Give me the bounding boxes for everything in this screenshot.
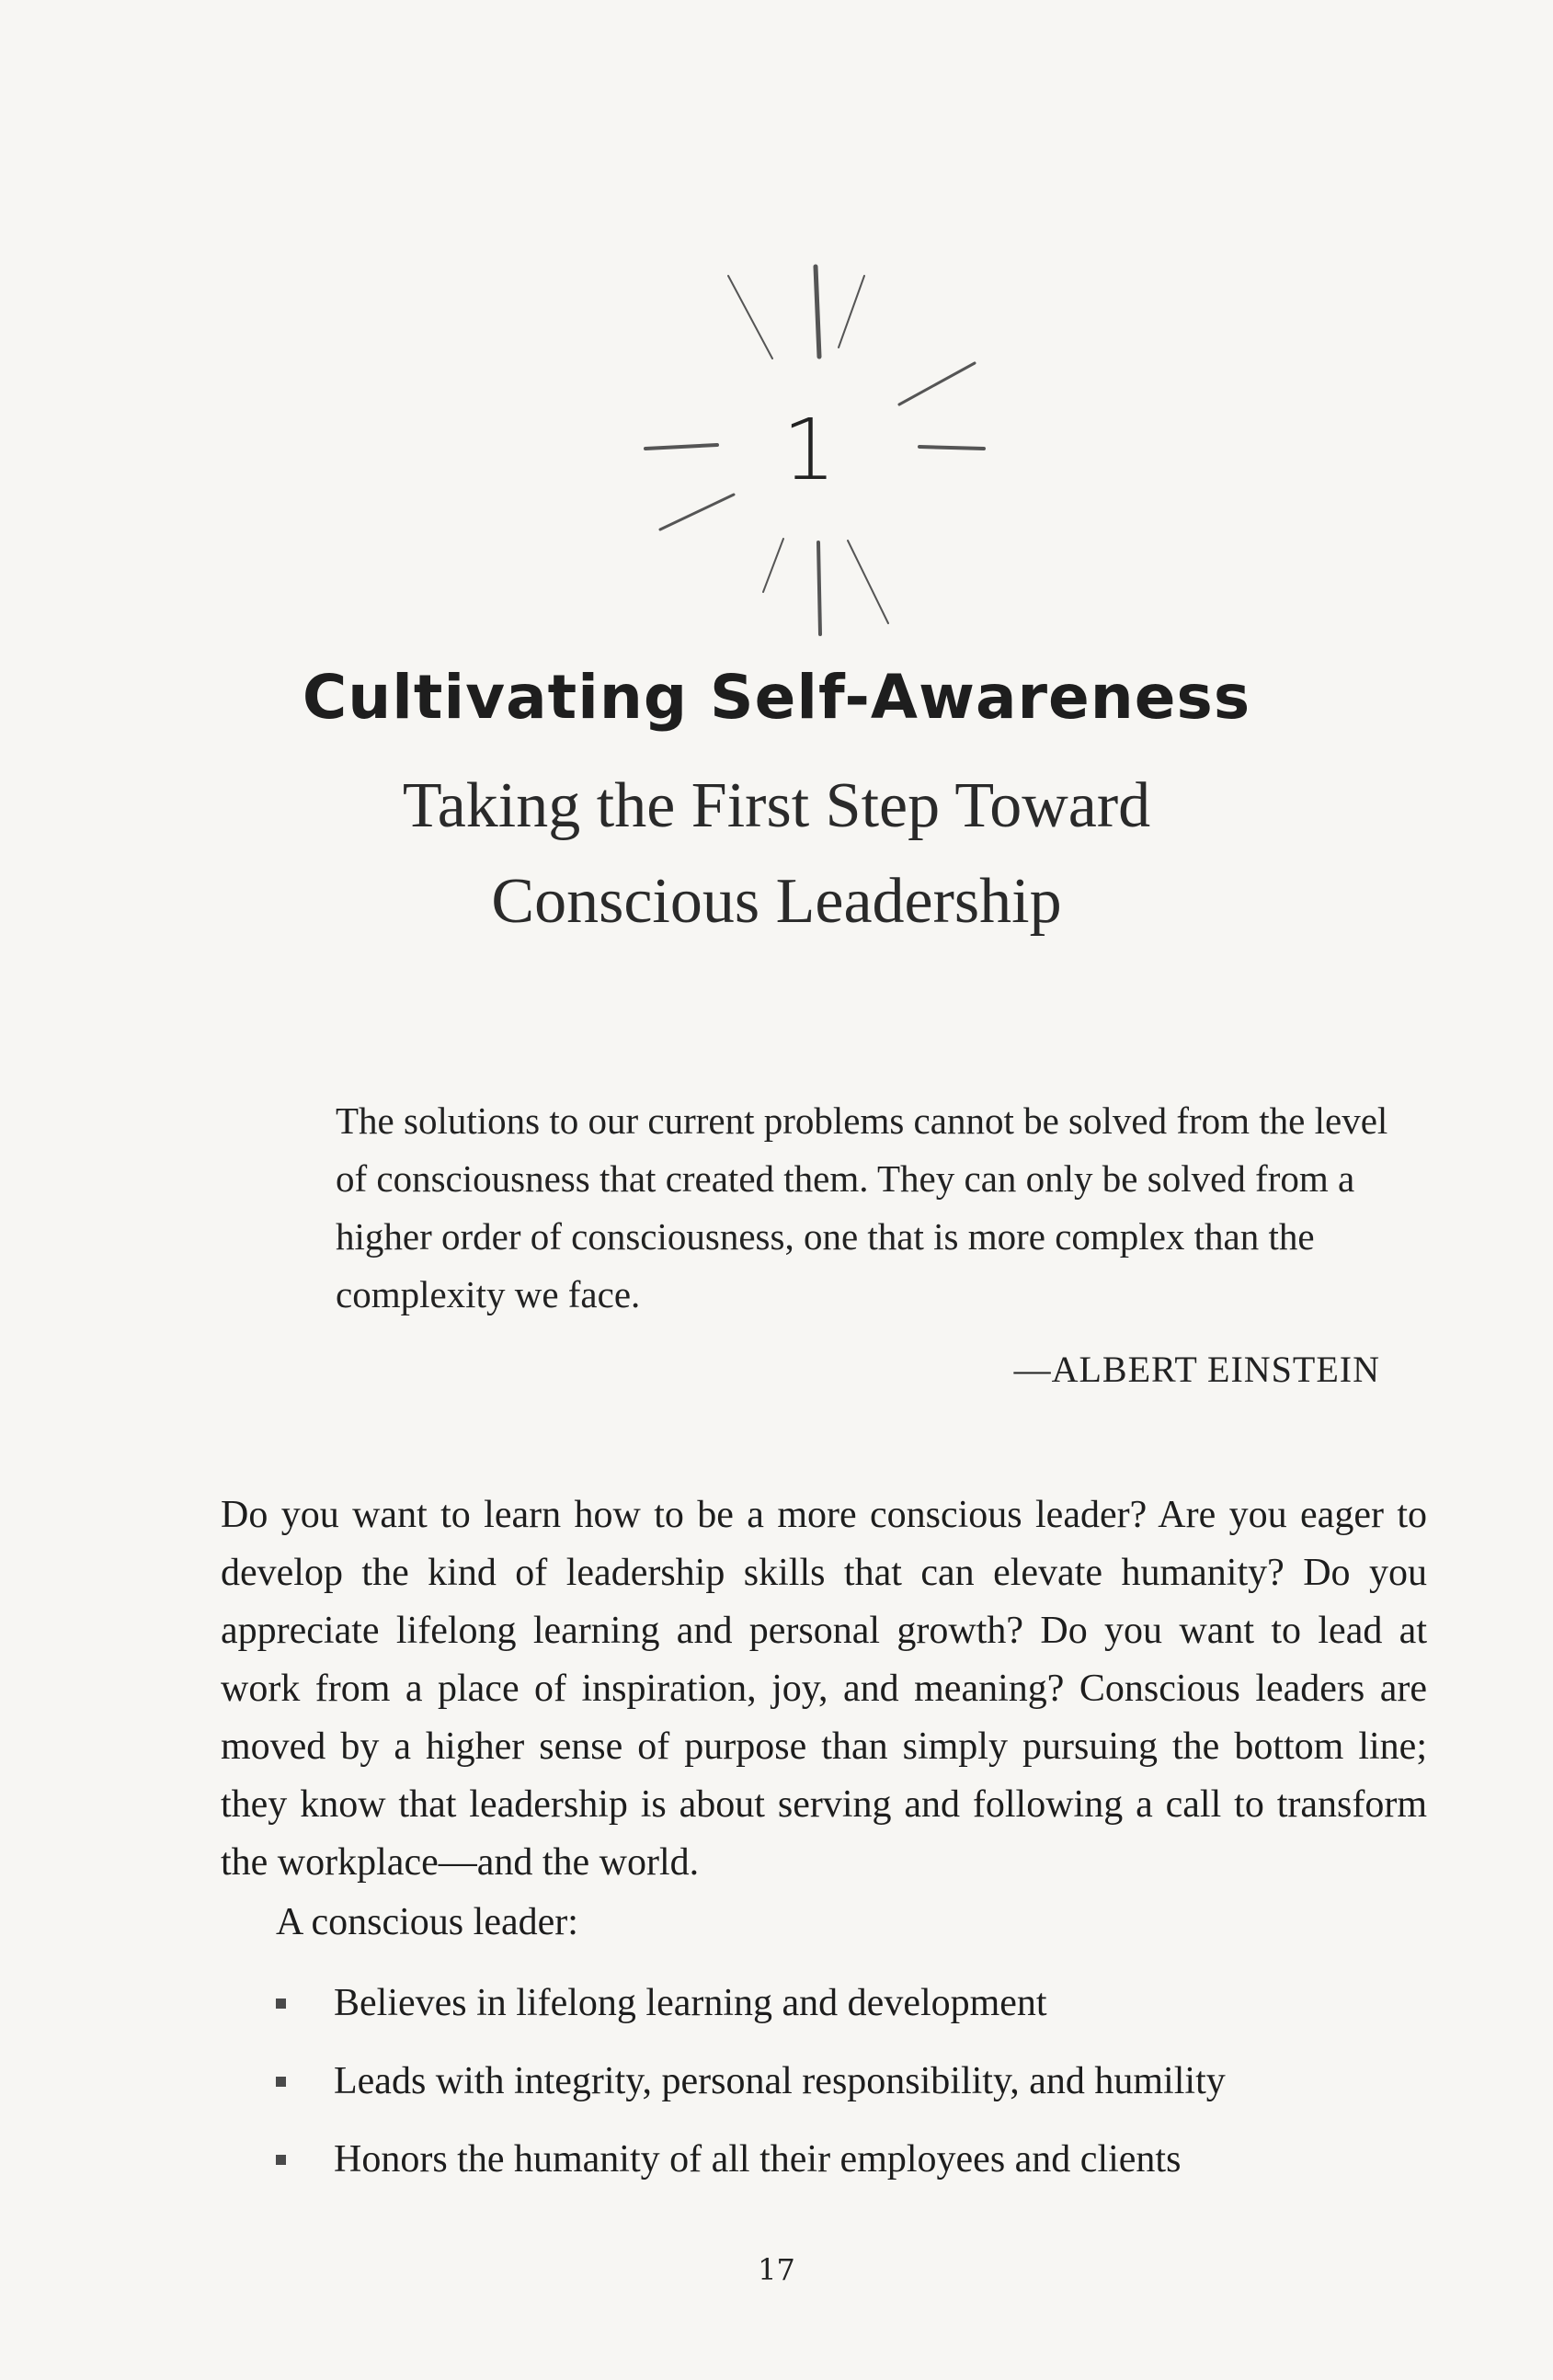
list-item-text: Honors the humanity of all their employees and clients bbox=[334, 2138, 1182, 2181]
chapter-subtitle bbox=[0, 758, 1553, 950]
chapter-title: Cultivating Self-Awareness bbox=[302, 662, 1251, 733]
chapter-number: 1 bbox=[782, 401, 837, 499]
page-number: 17 bbox=[758, 2252, 795, 2287]
epigraph-attribution: —ALBERT EINSTEIN bbox=[1013, 1349, 1380, 1390]
list-item bbox=[276, 2053, 1226, 2131]
list-item-text: Leads with integrity, personal responsibility, and humility bbox=[334, 2060, 1226, 2102]
epigraph-quote: The solutions to our current problems cannot be solved from the level of consciousness that created them. They can only be solved from a higher order of consciousness, one that is more complex than the complexity we face. bbox=[336, 1099, 1388, 1315]
list-item bbox=[276, 2131, 1226, 2209]
list-item bbox=[276, 1975, 1226, 2053]
bullet-list bbox=[276, 1975, 1226, 2209]
bullet-icon bbox=[276, 2155, 286, 2165]
body-paragraph: Do you want to learn how to be a more conscious leader? Are you eager to develop the kind of leadership skills that can elevate humanity? Do you appreciate lifelong learning and personal growth? Do you want to lead at work from a place of inspiration, joy, and meaning? Conscious leaders are moved by a higher sense of purpose than simply pursuing the bottom line; they know that leadership is about serving and following a call to transform the workplace—and the world. bbox=[221, 1494, 1427, 1884]
chapter-subtitle-line-2: Conscious Leadership bbox=[491, 866, 1062, 937]
chapter-subtitle-line-1: Taking the First Step Toward bbox=[402, 770, 1151, 841]
list-lead-in: A conscious leader: bbox=[276, 1901, 578, 1943]
list-item-text: Believes in lifelong learning and development bbox=[334, 1982, 1047, 2024]
chapter-emblem bbox=[607, 248, 1011, 653]
bullet-icon bbox=[276, 1999, 286, 2009]
bullet-icon bbox=[276, 2077, 286, 2087]
